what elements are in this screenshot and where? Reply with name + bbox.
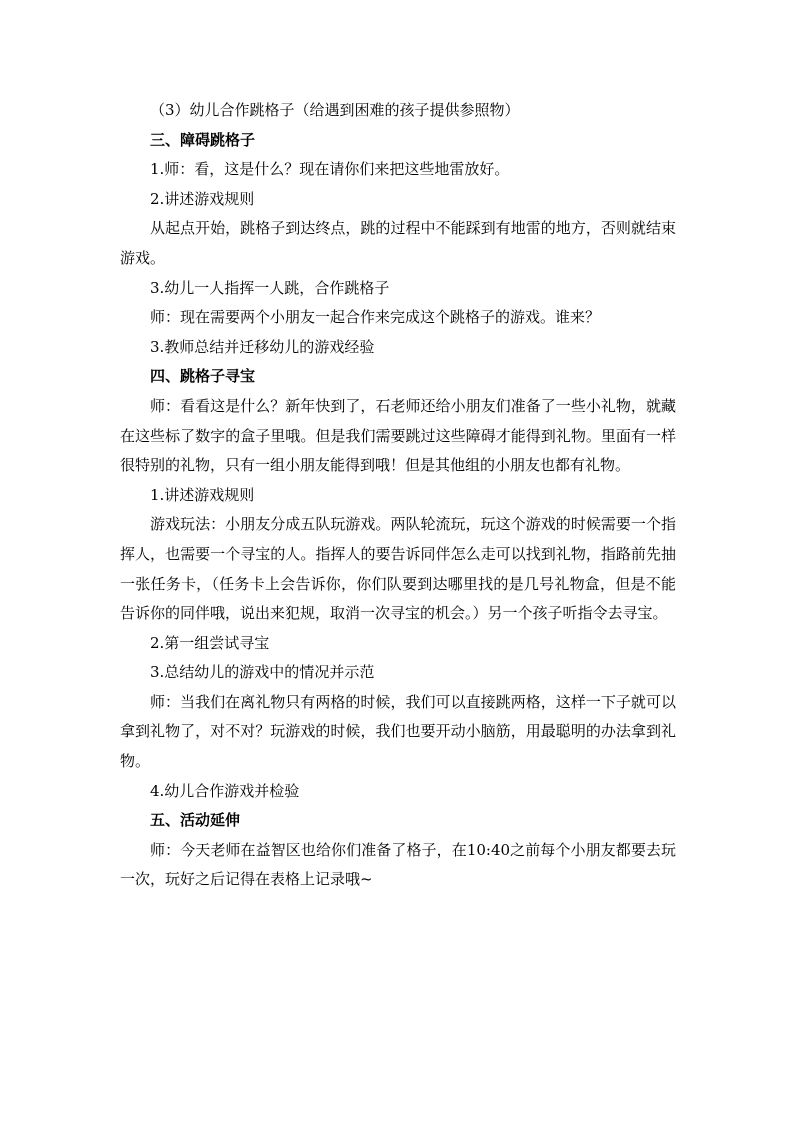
paragraph: 师：当我们在离礼物只有两格的时候，我们可以直接跳两格，这样一下子就可以拿到礼物了，对不对？玩游戏的时候，我们也要开动小脑筋，用最聪明的办法拿到礼物。 xyxy=(120,692,676,771)
paragraph: 师：今天老师在益智区也给你们准备了格子，在10:40之前每个小朋友都要去玩一次，玩好之后记得在表格上记录哦~ xyxy=(120,840,676,889)
section-heading: 四、跳格子寻宝 xyxy=(150,367,256,386)
section-heading: 五、活动延伸 xyxy=(150,811,241,830)
step-text: 师：现在需要两个小朋友一起合作来完成这个跳格子的游戏。谁来？ xyxy=(150,308,601,327)
step-text: 4.幼儿合作游戏并检验 xyxy=(150,781,300,800)
section-heading: 三、障碍跳格子 xyxy=(150,130,256,149)
step-text: 2.第一组尝试寻宝 xyxy=(150,633,270,652)
step-text: （3）幼儿合作跳格子（给遇到困难的孩子提供参照物） xyxy=(150,101,520,119)
step-text: 1.讲述游戏规则 xyxy=(150,485,255,504)
paragraph: 游戏玩法：小朋友分成五队玩游戏。两队轮流玩，玩这个游戏的时候需要一个指挥人，也需要一个寻宝的人。指挥人的要告诉同伴怎么走可以找到礼物，指路前先抽一张任务卡，（任务卡上会告诉你，你们队要到达哪里找的是几号礼物盒，但是不能告诉你的同伴哦，说出来犯规，取消一次寻宝的机会。）另一个孩子听指令去寻宝。 xyxy=(120,515,676,623)
step-text: 3.总结幼儿的游戏中的情况并示范 xyxy=(150,663,375,682)
step-text: 1.师：看，这是什么？现在请你们来把这些地雷放好。 xyxy=(150,160,510,179)
paragraph: 师：看看这是什么？新年快到了，石老师还给小朋友们准备了一些小礼物，就藏在这些标了数字的盒子里哦。但是我们需要跳过这些障碍才能得到礼物。里面有一样很特别的礼物，只有一组小朋友能得到哦！但是其他组的小朋友也都有礼物。 xyxy=(120,396,676,475)
paragraph: 从起点开始，跳格子到达终点，跳的过程中不能踩到有地雷的地方，否则就结束游戏。 xyxy=(120,219,676,267)
step-text: 2.讲述游戏规则 xyxy=(150,189,255,208)
step-text: 3.幼儿一人指挥一人跳，合作跳格子 xyxy=(150,278,390,297)
step-text: 3.教师总结并迁移幼儿的游戏经验 xyxy=(150,337,375,356)
document-body xyxy=(120,96,676,895)
